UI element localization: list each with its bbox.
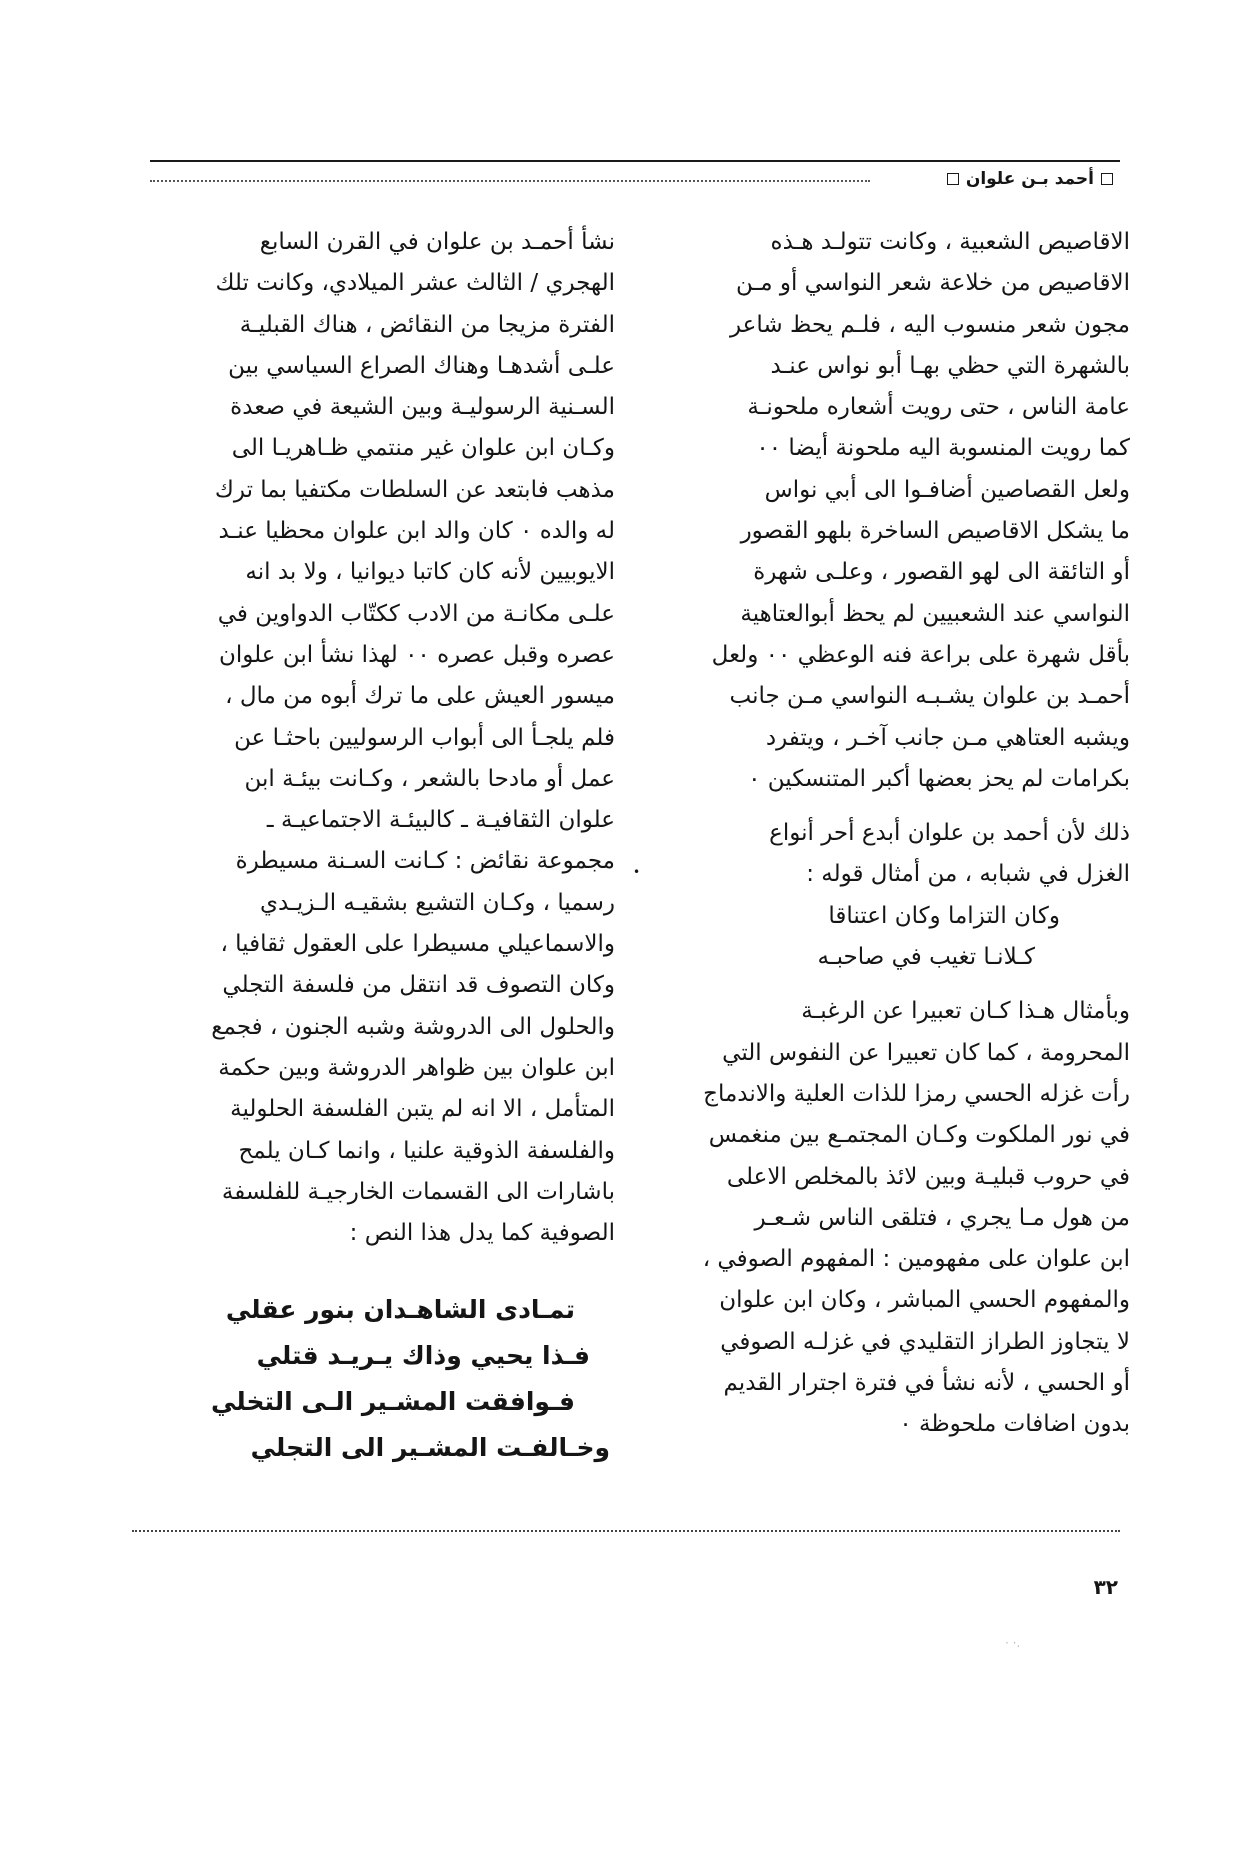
text-line: المحرومة ، كما كان تعبيرا عن النفوس التي <box>722 1039 1130 1066</box>
paragraph-gap <box>642 800 1130 813</box>
stray-ink-mark: • <box>633 865 641 879</box>
text-line: من هول مـا يجري ، فتلقى الناس شـعـر <box>754 1204 1130 1231</box>
text-line: رأت غزله الحسي رمزا للذات العلية والاندماج <box>703 1080 1130 1107</box>
verse-line: كـلانـا تغيب في صاحبـه <box>817 944 1035 971</box>
text-line: بكرامات لم يحز بعضها أكبر المتنسكين ٠ <box>748 765 1130 792</box>
text-line: الاقاصيص من خلاعة شعر النواسي أو مـن <box>735 270 1130 297</box>
text-line: عصره وقبل عصره ٠٠ لهذا نشأ ابن علوان <box>219 641 615 668</box>
text-line: المتأمل ، الا انه لم يتبن الفلسفة الحلولية <box>230 1096 615 1123</box>
text-line: الايوبيين لأنه كان كاتبا ديوانيا ، ولا بد انه <box>245 559 615 586</box>
text-line: في حروب قبليـة وبين لائذ بالمخلص الاعلى <box>726 1163 1130 1190</box>
text-line: أو الحسي ، لأنه نشأ في فترة اجترار القديم <box>723 1370 1130 1397</box>
right-column <box>642 222 1130 1446</box>
text-line: الهجري / الثالث عشر الميلادي، وكانت تلك <box>215 270 615 297</box>
header-dotted-rule <box>150 180 870 182</box>
text-line: نشأ أحمـد بن علوان في القرن السابع <box>259 229 615 255</box>
text-line: أو التائقة الى لهو القصور ، وعلـى شهرة <box>753 559 1130 586</box>
page-number: ٣٢ <box>1093 1575 1118 1599</box>
text-line: النواسي عند الشعبيين لم يحظ أبوالعتاهية <box>740 600 1130 627</box>
running-header <box>150 160 1120 189</box>
poem-block <box>135 1295 615 1479</box>
poem-line: تمـادى الشاهـدان بنور عقلي <box>225 1295 575 1324</box>
quoted-verse <box>642 896 1130 979</box>
paragraph-gap <box>642 978 1130 991</box>
text-line: رسميا ، وكـان التشيع بشقيـه الـزيـدي <box>260 889 615 916</box>
text-line: ابن علوان على مفهومين : المفهوم الصوفي ، <box>702 1246 1130 1273</box>
text-line: علـى أشدهـا وهناك الصراع السياسي بين <box>228 352 615 379</box>
text-line: السـنية الرسوليـة وبين الشيعة في صعدة <box>230 394 615 421</box>
text-line: ما يشكل الاقاصيص الساخرة بلهو القصور <box>740 518 1130 545</box>
text-line: والمفهوم الحسي المباشر ، وكان ابن علوان <box>719 1287 1130 1314</box>
footer-dotted-rule <box>132 1530 1120 1532</box>
text-line: عمل أو مادحا بالشعر ، وكـانت بيئـة ابن <box>244 765 615 792</box>
text-line: الاقاصيص الشعبية ، وكانت تتولـد هـذه <box>770 229 1130 255</box>
text-line: ميسور العيش على ما ترك أبوه من مال ، <box>225 683 615 710</box>
text-line: باشارات الى القسمات الخارجيـة للفلسفة <box>221 1178 615 1205</box>
text-line: الغزل في شبابه ، من أمثال قوله : <box>806 861 1130 888</box>
text-line: فلم يلجـأ الى أبواب الرسوليين باحثـا عن <box>234 724 615 751</box>
text-line: عامة الناس ، حتى رويت أشعاره ملحونـة <box>747 394 1130 421</box>
poem-line: فـوافقت المشـير الـى التخلي <box>210 1387 575 1416</box>
square-bullet-icon <box>1101 173 1113 185</box>
poem-line: وخـالفـت المشـير الى التجلي <box>250 1433 610 1462</box>
header-title: أحمد بـن علوان <box>965 169 1094 189</box>
text-line: والحلول الى الدروشة وشبه الجنون ، فجمع <box>211 1013 615 1040</box>
text-line: بدون اضافات ملحوظة ٠ <box>899 1411 1130 1438</box>
paragraph-main <box>135 222 615 1254</box>
text-line: وبأمثال هـذا كـان تعبيرا عن الرغبـة <box>801 998 1130 1025</box>
header-title-group <box>940 169 1120 189</box>
poem-line: فـذا يحيي وذاك يـريـد قتلي <box>256 1341 590 1370</box>
scan-specks: · ·. <box>1005 1636 1021 1650</box>
text-line: الصوفية كما يدل هذا النص : <box>349 1220 615 1247</box>
text-line: لا يتجاوز الطراز التقليدي في غزلـه الصوفي <box>720 1328 1130 1355</box>
text-line: في نور الملكوت وكـان المجتمـع بين منغمس <box>708 1122 1130 1149</box>
text-line: ذلك لأن أحمد بن علوان أبدع أحر أنواع <box>769 820 1130 847</box>
text-line: بأقل شهرة على براعة فنه الوعظي ٠٠ ولعل <box>711 641 1130 668</box>
text-line: له والده ٠ كان والد ابن علوان محظيا عنـد <box>218 518 615 545</box>
text-line: مجون شعر منسوب اليه ، فلـم يحظ شاعر <box>729 311 1130 338</box>
text-line: ويشبه العتاهي مـن جانب آخـر ، ويتفرد <box>765 724 1130 751</box>
verse-line: وكان التزاما وكان اعتناقا <box>828 902 1060 929</box>
text-line: وكـان ابن علوان غير منتمي ظـاهريـا الى <box>231 435 615 462</box>
text-line: أحمـد بن علوان يشـبـه النواسي مـن جانب <box>729 683 1130 710</box>
text-line: وكان التصوف قد انتقل من فلسفة التجلي <box>222 972 615 999</box>
left-column <box>135 222 615 1254</box>
text-line: ابن علوان بين ظواهر الدروشة وبين حكمة <box>218 1054 615 1081</box>
text-line: كما رويت المنسوبة اليه ملحونة أيضا ٠٠ <box>756 435 1130 462</box>
paragraph-1 <box>642 222 1130 800</box>
text-line: الفترة مزيجا من النقائض ، هناك القبليـة <box>239 311 615 338</box>
paragraph-3 <box>642 991 1130 1445</box>
paragraph-2 <box>642 813 1130 896</box>
header-rule <box>150 160 1120 162</box>
text-line: مذهب فابتعد عن السلطات مكتفيا بما ترك <box>214 476 615 503</box>
text-line: والفلسفة الذوقية علنيا ، وانما كـان يلمح <box>238 1137 615 1164</box>
text-line: مجموعة نقائض : كـانت السـنة مسيطرة <box>235 848 615 875</box>
text-line: بالشهرة التي حظي بهـا أبو نواس عنـد <box>770 352 1130 379</box>
text-line: علوان الثقافيـة ـ كالبيئـة الاجتماعيـة ـ <box>266 807 615 834</box>
text-line: علـى مكانـة من الادب ككتّاب الدواوين في <box>217 600 615 627</box>
square-bullet-icon <box>947 173 959 185</box>
text-line: والاسماعيلي مسيطرا على العقول ثقافيا ، <box>220 931 615 958</box>
text-line: ولعل القصاصين أضافـوا الى أبي نواس <box>764 476 1130 503</box>
